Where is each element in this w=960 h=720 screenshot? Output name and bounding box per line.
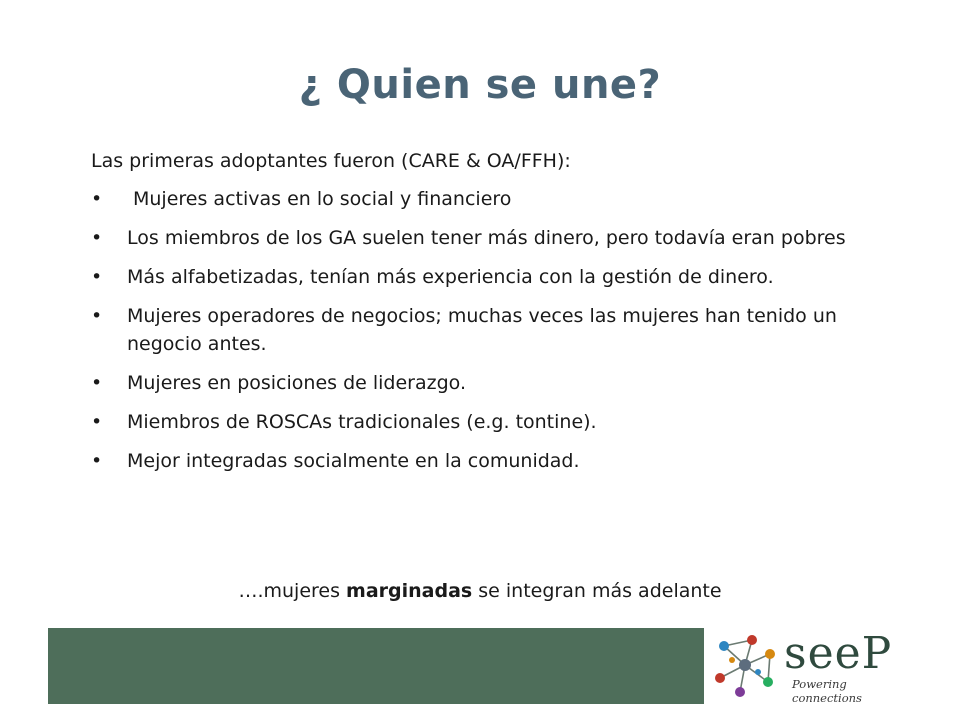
- list-item: [91, 369, 881, 397]
- seep-logo: [712, 628, 912, 704]
- closing-prefix: ….mujeres: [238, 580, 347, 602]
- list-item: [91, 302, 881, 358]
- network-dots-icon: [712, 632, 778, 698]
- bullet-list: [91, 185, 881, 486]
- logo-dot: [739, 659, 751, 671]
- logo-tagline: Powering connections: [792, 677, 862, 705]
- logo-dot: [755, 669, 761, 675]
- bullet-icon: •: [91, 227, 103, 249]
- list-item: [91, 224, 881, 252]
- bullet-text: Mujeres en posiciones de liderazgo.: [127, 372, 466, 394]
- bullet-icon: •: [91, 305, 103, 327]
- logo-dot: [719, 641, 729, 651]
- bullet-icon: •: [91, 266, 103, 288]
- bullet-icon: •: [91, 411, 103, 433]
- logo-dot: [729, 657, 735, 663]
- bullet-icon: •: [91, 188, 103, 210]
- bullet-text: Los miembros de los GA suelen tener más dinero, pero todavía eran pobres: [127, 227, 846, 249]
- logo-dot: [735, 687, 745, 697]
- logo-dot: [715, 673, 725, 683]
- bullet-text: Mejor integradas socialmente en la comunidad.: [127, 450, 580, 472]
- logo-wordmark: seeP: [784, 628, 893, 679]
- closing-statement: [0, 580, 960, 602]
- list-item: [91, 408, 881, 436]
- bullet-text: Mujeres activas en lo social y financiero: [133, 188, 512, 210]
- slide-title: ¿ Quien se une?: [298, 62, 662, 108]
- bullet-text: Miembros de ROSCAs tradicionales (e.g. tontine).: [127, 411, 597, 433]
- bullet-icon: •: [91, 372, 103, 394]
- bullet-text: Mujeres operadores de negocios; muchas veces las mujeres han tenido un negocio antes.: [127, 305, 837, 355]
- intro-text: Las primeras adoptantes fueron (CARE & OA/FFH):: [91, 150, 571, 172]
- logo-dot: [747, 635, 757, 645]
- closing-suffix: se integran más adelante: [472, 580, 722, 602]
- list-item: [91, 447, 881, 475]
- closing-emphasis: marginadas: [346, 580, 473, 602]
- list-item: [91, 185, 881, 213]
- list-item: [91, 263, 881, 291]
- logo-dot: [765, 649, 775, 659]
- bullet-icon: •: [91, 450, 103, 472]
- footer-band: [48, 628, 704, 704]
- logo-dot: [763, 677, 773, 687]
- bullet-text: Más alfabetizadas, tenían más experiencia con la gestión de dinero.: [127, 266, 774, 288]
